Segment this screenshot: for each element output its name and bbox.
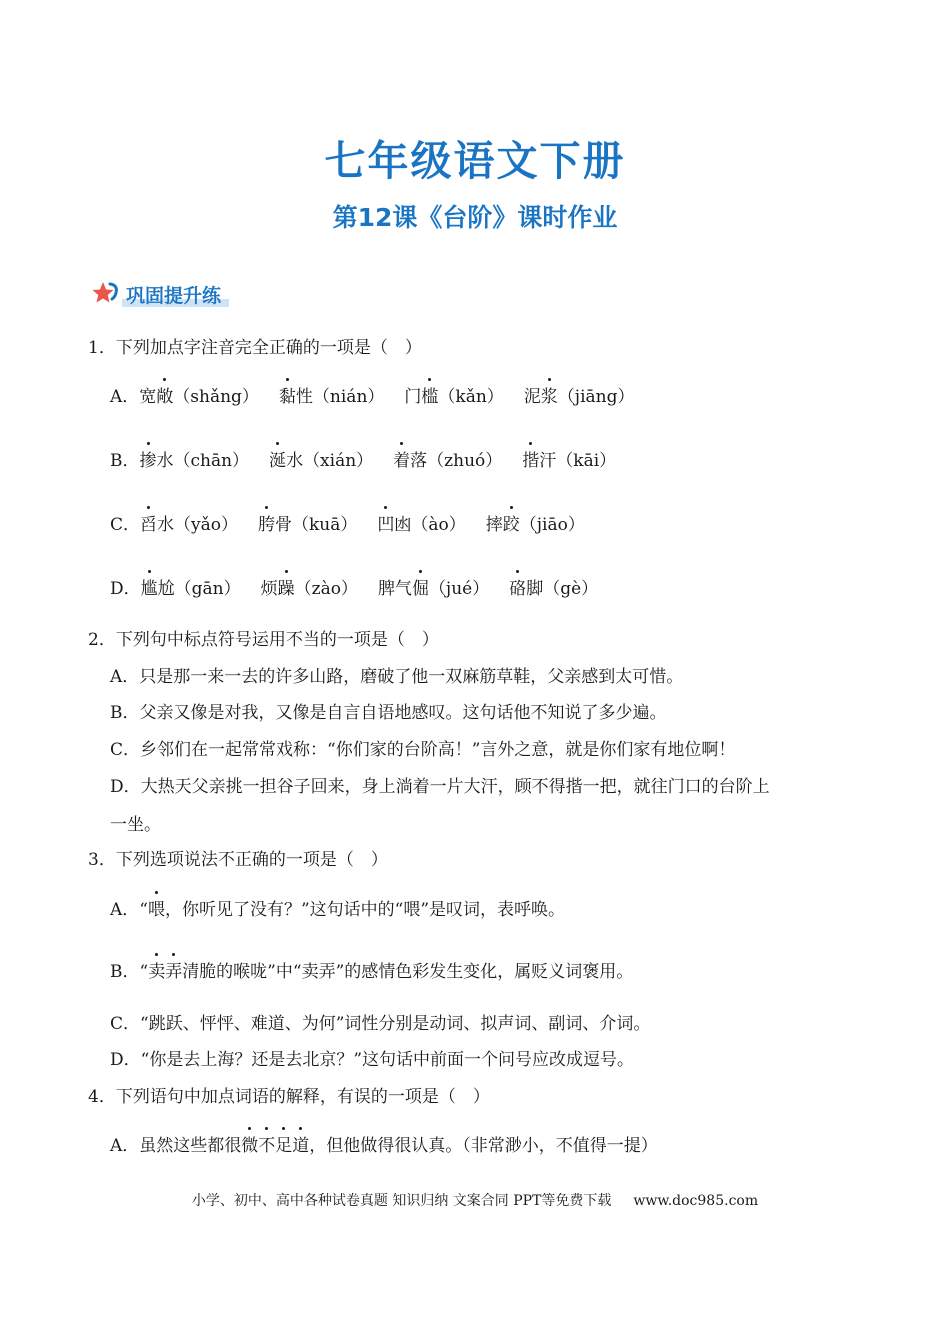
question-4-stem: 4．下列语句中加点词语的解释，有误的一项是（ ） (88, 1087, 490, 1107)
dotted-char: 舀 (140, 515, 158, 535)
pinyin: （jué） (428, 579, 490, 599)
q1-option-d (110, 577, 598, 601)
pinyin-item: 脾气倔（jué） (377, 579, 490, 599)
q3-b-dotted (148, 962, 182, 982)
footer-url[interactable]: www.doc985.com (633, 1193, 759, 1209)
page-title: 七年级语文下册 (324, 137, 626, 185)
dotted-char: 敞 (156, 387, 174, 407)
q3-a-dotted: 喂 (147, 900, 165, 920)
pinyin-item: 硌脚（gè） (509, 579, 599, 599)
pinyin: （chān） (173, 451, 250, 471)
dotted-char: 涎 (269, 451, 287, 471)
dotted-char: 卖 (148, 962, 166, 982)
pinyin-item: 胯骨（kuā） (258, 515, 358, 535)
q1-option-c (110, 513, 585, 537)
pinyin-item: 摔跤（jiāo） (485, 515, 585, 535)
footer (0, 1190, 950, 1210)
pinyin: （kāi） (556, 451, 617, 471)
q2-option-b: B．父亲又像是对我，又像是自言自语地感叹。这句话他不知说了多少遍。 (110, 703, 667, 723)
q3-option-c: C．“跳跃、怦怦、难道、为何”词性分别是动词、拟声词、副词、介词。 (110, 1014, 651, 1034)
dotted-char: 硌 (509, 579, 527, 599)
q3-b-prefix: B．“ (110, 962, 149, 982)
pinyin: （ào） (411, 515, 466, 535)
dotted-char: 跤 (502, 515, 520, 535)
q2-option-a: A．只是那一来一去的许多山路，磨破了他一双麻筋草鞋，父亲感到太可惜。 (110, 667, 684, 687)
option-prefix: A． (110, 387, 140, 407)
q2-option-d-continued: 一坐。 (110, 815, 161, 835)
footer-text: 小学、初中、高中各种试卷真题 知识归纳 文案合同 PPT等免费下载 (191, 1193, 612, 1209)
pinyin-item: 揩汗（kāi） (522, 451, 617, 471)
dotted-char: 浆 (540, 387, 558, 407)
q3-b-text: 清脆的喉咙”中“卖弄”的感情色彩发生变化，属贬义词褒用。 (182, 962, 634, 982)
q3-option-a (110, 898, 565, 922)
dotted-char: 黏 (278, 387, 296, 407)
pinyin: （zào） (294, 579, 358, 599)
dotted-char: 凹 (377, 515, 395, 535)
section-header (92, 280, 225, 308)
dotted-char: 槛 (421, 387, 439, 407)
dotted-char: 掺 (139, 451, 157, 471)
pinyin: （kǎn） (438, 387, 504, 407)
pinyin-item: 涎水（xián） (269, 451, 374, 471)
pinyin-item: 门槛（kǎn） (404, 387, 504, 407)
q2-option-c: C．乡邻们在一起常常戏称：“你们家的台阶高！”言外之意，就是你们家有地位啊！ (110, 740, 736, 760)
pinyin: （gè） (543, 579, 599, 599)
pinyin-item: 黏性（nián） (278, 387, 385, 407)
q3-option-d: D．“你是去上海？还是去北京？”这句话中前面一个问号应改成逗号。 (110, 1050, 635, 1070)
dotted-char: 揩 (522, 451, 540, 471)
dotted-char: 足 (275, 1136, 293, 1156)
dotted-char: 道 (292, 1136, 310, 1156)
dotted-char: 倔 (411, 579, 429, 599)
question-1-stem: 1．下列加点字注音完全正确的一项是（ ） (88, 338, 422, 358)
q4-option-a (110, 1134, 658, 1158)
question-3-stem: 3．下列选项说法不正确的一项是（ ） (88, 850, 388, 870)
page-subtitle: 第12课《台阶》课时作业 (332, 203, 618, 232)
section-label: 巩固提升练 (122, 281, 225, 308)
dotted-char: 尴 (140, 579, 158, 599)
pinyin-item: 尴尬（gān） (140, 579, 241, 599)
q3-a-prefix: A．“ (110, 900, 148, 920)
pinyin-item: 掺水（chān） (139, 451, 250, 471)
pinyin-item: 舀水（yǎo） (140, 515, 238, 535)
pinyin: （jiāo） (519, 515, 585, 535)
q2-option-d: D．大热天父亲挑一担谷子回来，身上淌着一片大汗，顾不得揩一把，就往门口的台阶上 (110, 777, 770, 797)
dotted-char: 微 (241, 1136, 259, 1156)
option-prefix: D． (110, 579, 141, 599)
question-2-stem: 2．下列句中标点符号运用不当的一项是（ ） (88, 630, 439, 650)
option-prefix: B． (110, 451, 140, 471)
pinyin: （xián） (303, 451, 374, 471)
q4-a-dotted (241, 1136, 309, 1156)
pinyin: （zhuó） (427, 451, 503, 471)
q1-option-a (110, 385, 634, 409)
option-prefix: C． (110, 515, 141, 535)
pinyin: （nián） (312, 387, 385, 407)
pinyin-item: 着落（zhuó） (393, 451, 503, 471)
pinyin: （jiāng） (557, 387, 635, 407)
dotted-char: 着 (393, 451, 411, 471)
q4-a-text: ，但他做得很认真。（非常渺小，不值得一提） (309, 1136, 658, 1156)
pinyin-item: 凹凼（ào） (377, 515, 466, 535)
q4-a-prefix: A．虽然这些都很 (110, 1136, 242, 1156)
dotted-char: 胯 (258, 515, 275, 535)
q3-a-text: ，你听见了没有？”这句话中的“喂”是叹词，表呼唤。 (164, 900, 566, 920)
pinyin: （shǎng） (173, 387, 259, 407)
star-icon (92, 281, 118, 307)
pinyin-item: 烦躁（zào） (260, 579, 358, 599)
dotted-char: 不 (258, 1136, 276, 1156)
q1-option-b (110, 449, 616, 473)
dotted-char: 弄 (165, 962, 183, 982)
pinyin-item: 宽敞（shǎng） (139, 387, 259, 407)
pinyin-item: 泥浆（jiāng） (523, 387, 635, 407)
pinyin: （yǎo） (174, 515, 238, 535)
pinyin: （gān） (174, 579, 241, 599)
dotted-char: 躁 (277, 579, 295, 599)
q3-option-b (110, 960, 633, 984)
pinyin: （kuā） (292, 515, 358, 535)
